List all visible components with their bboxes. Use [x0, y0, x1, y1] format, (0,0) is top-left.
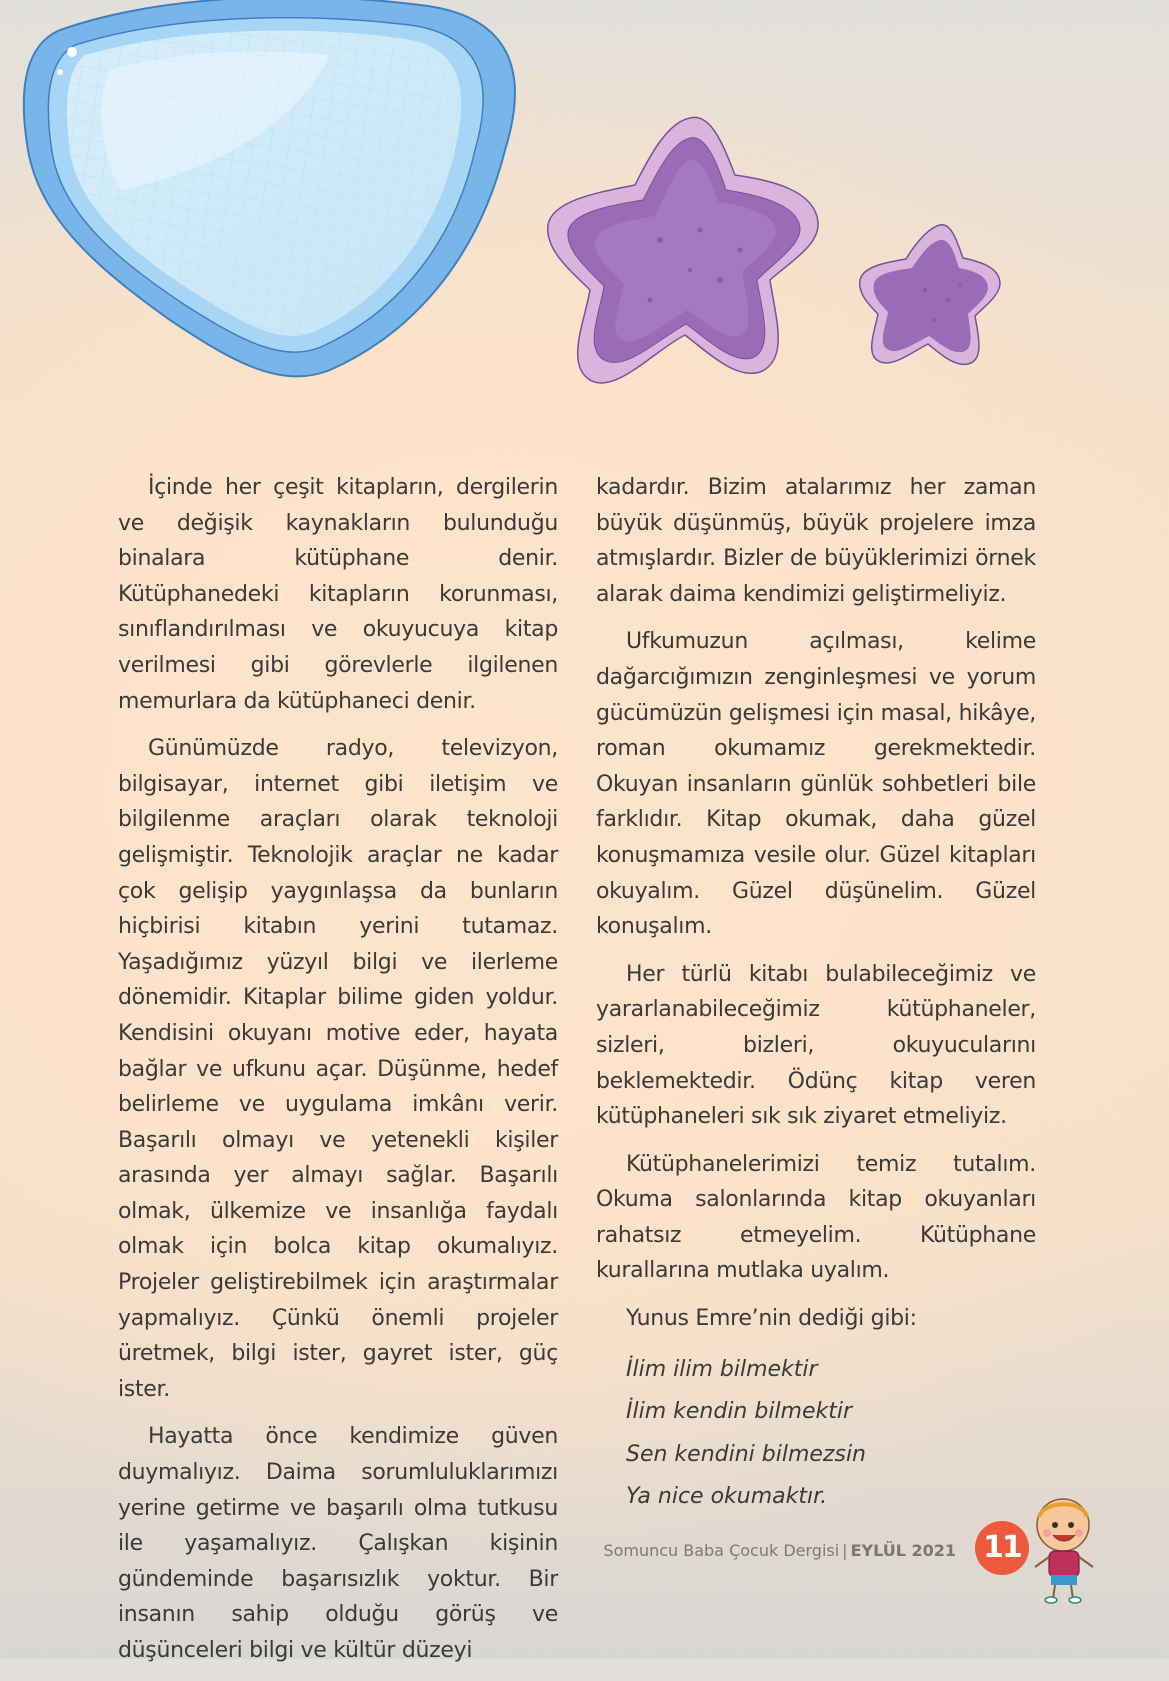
paragraph: Kütüphanelerimizi temiz tutalım. Okuma salonlarında kitap okuyanları rahatsız etmeyelim. Kütüphane kurallarına mutlaka uyalım. — [596, 1151, 1036, 1284]
child-character-icon — [1025, 1495, 1105, 1605]
article-body — [118, 470, 1036, 1681]
poem-line: Sen kendini bilmezsin — [626, 1441, 867, 1467]
poem — [626, 1349, 1036, 1519]
large-starfish-icon — [548, 117, 818, 383]
paragraph: Ufkumuzun açılması, kelime dağarcığımızın zenginleşmesi ve yorum gücümüzün gelişmesi için masal, hikâye, roman okumamız gerekmektedir. Okuyan insanların günlük sohbetleri bile farklıdır. Kitap okumak, daha güzel konuşmamıza vesile olur. Güzel kitapları okuyalım. Güzel düşünelim. Güzel konuşalım. — [596, 629, 1036, 940]
paragraph: Günümüzde radyo, televizyon, bilgisayar, internet gibi iletişim ve bilgilenme araçları olarak teknoloji gelişmiştir. Teknolojik araçlar ne kadar çok gelişip yaygınlaşsa da bunların hiçbirisi kitabın yerini tutamaz. Yaşadığımız yüzyıl bilgi ve ilerleme dönemidir. Kitaplar bilime giden yoldur. Kendisini okuyanı motive eder, hayata bağlar ve ufkunu açar. Düşünme, hedef belirleme ve uygulama imkânı verir. Başarılı olmayı ve yetenekli kişiler arasında yer almayı sağlar. Başarılı olmak, ülkemize ve insanlığa faydalı olmak için bolca kitap okumalıyız. Projeler geliştirebilmek için araştırmalar yapmalıyız. Çünkü önemli projeler üretmek, bilgi ister, gayret ister, güç ister. — [118, 736, 558, 1402]
paragraph: İçinde her çeşit kitapların, dergilerin ve değişik kaynakların bulunduğu binalara kütüphane denir. Kütüphanedeki kitapların korunması, sınıflandırılması ve okuyucuya kitap verilmesi gibi görevlerle ilgilenen memurlara da kütüphaneci denir. — [118, 475, 558, 714]
magazine-name: Somuncu Baba Çocuk Dergisi — [603, 1541, 840, 1560]
page-footer — [560, 1541, 956, 1560]
poem-line: İlim kendin bilmektir — [626, 1399, 853, 1425]
paragraph: Her türlü kitabı bulabileceğimiz ve yararlanabileceğimiz kütüphaneler, sizleri, bizleri, okuyucularını beklemektedir. Ödünç kitap veren kütüphaneleri sık sık ziyaret etmeliyiz. — [596, 961, 1036, 1130]
page-number: 11 — [975, 1521, 1029, 1575]
left-column — [118, 470, 558, 1681]
header-illustration — [0, 0, 1169, 400]
footer-separator: | — [842, 1541, 848, 1560]
right-column — [596, 470, 1036, 1681]
quote-intro: Yunus Emre’nin dediği gibi: — [626, 1306, 917, 1332]
water-blob-icon — [24, 0, 515, 376]
issue-date: EYLÜL 2021 — [850, 1541, 956, 1560]
poem-line: İlim ilim bilmektir — [626, 1356, 818, 1382]
small-starfish-icon — [860, 225, 1000, 365]
paragraph: Hayatta önce kendimize güven duymalıyız. Daima sorumluluklarımızı yerine getirme ve başarılı olma tutkusu ile yaşamalıyız. Çalışkan kişinin gündeminde başarısızlık yoktur. Bir insanın sahip olduğu görüş ve düşünceleri bilgi ve kültür düzeyi — [118, 1424, 558, 1663]
paragraph-continuation: kadardır. Bizim atalarımız her zaman büyük düşünmüş, büyük projelere imza atmışlardır. Bizler de büyüklerimizi örnek alarak daima kendimizi geliştirmeliyiz. — [596, 475, 1036, 607]
poem-line: Ya nice okumaktır. — [626, 1484, 828, 1510]
